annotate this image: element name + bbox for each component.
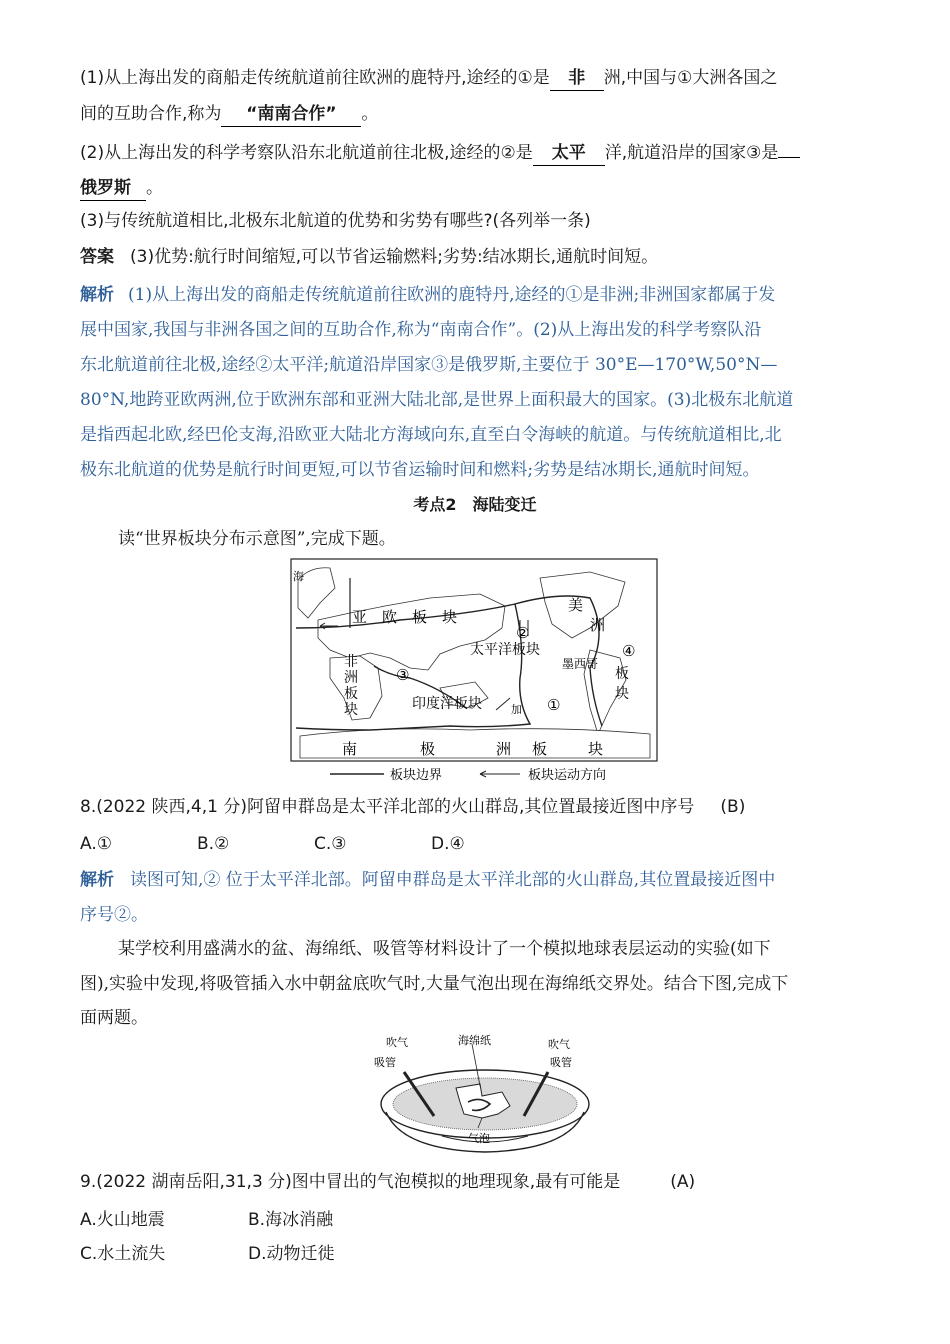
q7-part3: (3)与传统航道相比,北极东北航道的优势和劣势有哪些?(各列举一条) [80,211,591,231]
label-bubble: 气泡 [468,1132,490,1145]
map-intro: 读“世界板块分布示意图”,完成下题。 [118,529,396,549]
section-title: 考点2 海陆变迁 [413,495,537,514]
q9-option-b[interactable]: B.海冰消融 [248,1210,334,1230]
q7-answer-continent: 非 [550,66,604,91]
map-label-africa-2: 洲 [344,670,358,686]
map-label-eurasia: 亚 欧 板 块 [352,608,458,626]
q7-part1-line2: 间的互助合作,称为 “南南合作” 。 [80,102,872,127]
map-marker-4: ④ [622,642,636,660]
basin-diagram [372,1032,598,1158]
q7-answer-ocean: 太平 [533,141,605,166]
world-plate-map [290,558,660,784]
map-marker-1: ① [547,696,561,714]
map-label-africa-3: 板 [344,686,358,702]
q7-part2-line1: (2)从上海出发的科学考察队沿东北航道前往北极,途经的②是 太平 洋,航道沿岸的国家③是 [80,141,872,166]
map-label-pacific-plate: 太平洋板块 [470,642,540,658]
map-label-antarctic-4: 板 [532,740,548,758]
map-label-antarctic-5: 块 [588,740,604,758]
map-label-america-1: 美 [568,596,584,614]
q7-answer-cooperation: “南南合作” [221,102,361,127]
legend-motion-label: 板块运动方向 [528,768,607,783]
legend-boundary-label: 板块边界 [390,768,443,783]
map-label-indian-plate: 印度洋板块 [412,696,482,712]
q8-analysis: 解析 读图可知,② 位于太平洋北部。阿留申群岛是太平洋北部的火山群岛,其位置最接近图中 [80,870,776,890]
label-blow-right: 吹气 [548,1038,570,1051]
q9-option-a[interactable]: A.火山地震 [80,1210,165,1230]
map-label-antarctic-1: 南 [342,740,358,758]
q9-answer: (A) [670,1172,696,1192]
map-label-america-2: 洲 [590,616,606,634]
map-label-plate-side-1: 板 [615,666,629,682]
map-label-hai: 海 [293,570,304,583]
q9-stem: 9.(2022 湖南岳阳,31,3 分)图中冒出的气泡模拟的地理现象,最有可能是 (A) [80,1172,696,1192]
q7-answer-country: 俄罗斯 [80,176,146,201]
map-marker-3: ③ [396,666,410,684]
q8-option-b[interactable]: B.② [197,834,230,854]
label-blow-left: 吹气 [386,1036,408,1049]
analysis-label: 解析 [80,285,114,305]
basin-intro-line1: 某学校利用盛满水的盆、海绵纸、吸管等材料设计了一个模拟地球表层运动的实验(如下 [118,939,771,959]
map-label-antarctic-3: 洲 [496,740,512,758]
label-straw-left: 吸管 [374,1056,396,1069]
answer-label: 答案 [80,247,114,267]
basin-intro-line3: 面两题。 [80,1008,148,1028]
map-label-mexico: 墨西哥 [562,657,599,671]
map-label-jia: 加 [511,703,522,716]
map-marker-2: ② [516,624,530,642]
q7-part2-line2: 俄罗斯 。 [80,176,872,201]
map-label-antarctic-2: 极 [420,740,436,758]
worksheet-page: (1)从上海出发的商船走传统航道前往欧洲的鹿特丹,途经的①是 非 洲,中国与①大洲各国之 间的互助合作,称为 “南南合作” 。 (2)从上海出发的科学考察队沿东北航道前往北极,途经的②是 太平 洋,航道沿岸的国家③是 俄罗斯 。 (3)与传统航道相比,北极东北航道的优势和劣势有哪些?(各列举一条) 答案 (3)优势:航行时间缩短,可以节省运输燃料;劣势:结冰期长,通航时间短。 解析 (1)从上海出发的商船走传统航道前往欧洲的鹿特丹,途经的①是非洲;非洲国家都属于发 展中国家,我国与非洲各国之间的互助合作,称为“南南合作”。(2)从上海出发的科学考察队沿 东北航道前往北极,途经②太平洋;航道沿岸国家③是俄罗斯,主要位于 30°E—170°W,50°N— 80°N,地跨亚欧两洲,位于欧洲东部和亚洲大陆北部,是世界上面积最大的国家。(3)北极东北航道 是指西起北欧,经巴伦支海,沿欧亚大陆北方海域向东,直至白令海峡的航道。与传统航道相比,北 极东北航道的优势是航行时间更短,可以节省运输时间和燃料;劣势是结冰期长,通航时间短。 考点2 海陆变迁 读“世界板块分布示意图”,完成下题。 海 亚 欧 板 块 美 洲 非 洲 板 块 太平洋板块 墨西哥 印度洋板块 板 块 加 南 极 洲 板 块 ① ② ③ ④ 板块边界 板块运动方向 8.(2022 陕西,4,1 分)阿留申群岛是太平洋北部的火山群岛,其位置最接近图中序号 (B) A.① B.② C.③ D.④ 解析 读图可知,② 位于太平洋北部。阿留申群岛是太平洋北部的火山群岛,其位置最接近图中 序号②。 某学校利用盛满水的盆、海绵纸、吸管等材料设计了一个模拟地球表层运动的实验(如下 图),实验中发现,将吸管插入水中朝盆底吹气时,大量气泡出现在海绵纸交界处。结合下图,完成下 面两题。 吹气 吸管 海绵纸 吹气 吸管 气泡 9.(2022 湖南岳阳,31,3 分)图中冒出的气泡模拟的地理现象,最有可能是 (A) A.火山地震 B.海冰消融 C.水土流失 D.动物迁徙 [0,0,950,1344]
q7-part1-line1: (1)从上海出发的商船走传统航道前往欧洲的鹿特丹,途经的①是 非 洲,中国与①大洲各国之 [80,66,872,91]
map-label-africa-4: 块 [344,702,358,718]
map-label-africa-1: 非 [344,654,358,670]
q9-option-c[interactable]: C.水土流失 [80,1244,166,1264]
basin-intro-line2: 图),实验中发现,将吸管插入水中朝盆底吹气时,大量气泡出现在海绵纸交界处。结合下图,完成下 [80,974,789,994]
q8-stem: 8.(2022 陕西,4,1 分)阿留申群岛是太平洋北部的火山群岛,其位置最接近图中序号 (B) [80,797,746,817]
q9-option-d[interactable]: D.动物迁徙 [248,1244,335,1264]
q7-answer: 答案 (3)优势:航行时间缩短,可以节省运输燃料;劣势:结冰期长,通航时间短。 [80,247,659,267]
q8-answer: (B) [720,797,746,817]
analysis-label: 解析 [80,870,114,890]
map-label-plate-side-2: 块 [615,686,629,702]
label-straw-right: 吸管 [550,1056,572,1069]
label-sponge: 海绵纸 [458,1034,491,1047]
q8-option-d[interactable]: D.④ [431,834,465,854]
q8-option-c[interactable]: C.③ [314,834,347,854]
q8-option-a[interactable]: A.① [80,834,112,854]
